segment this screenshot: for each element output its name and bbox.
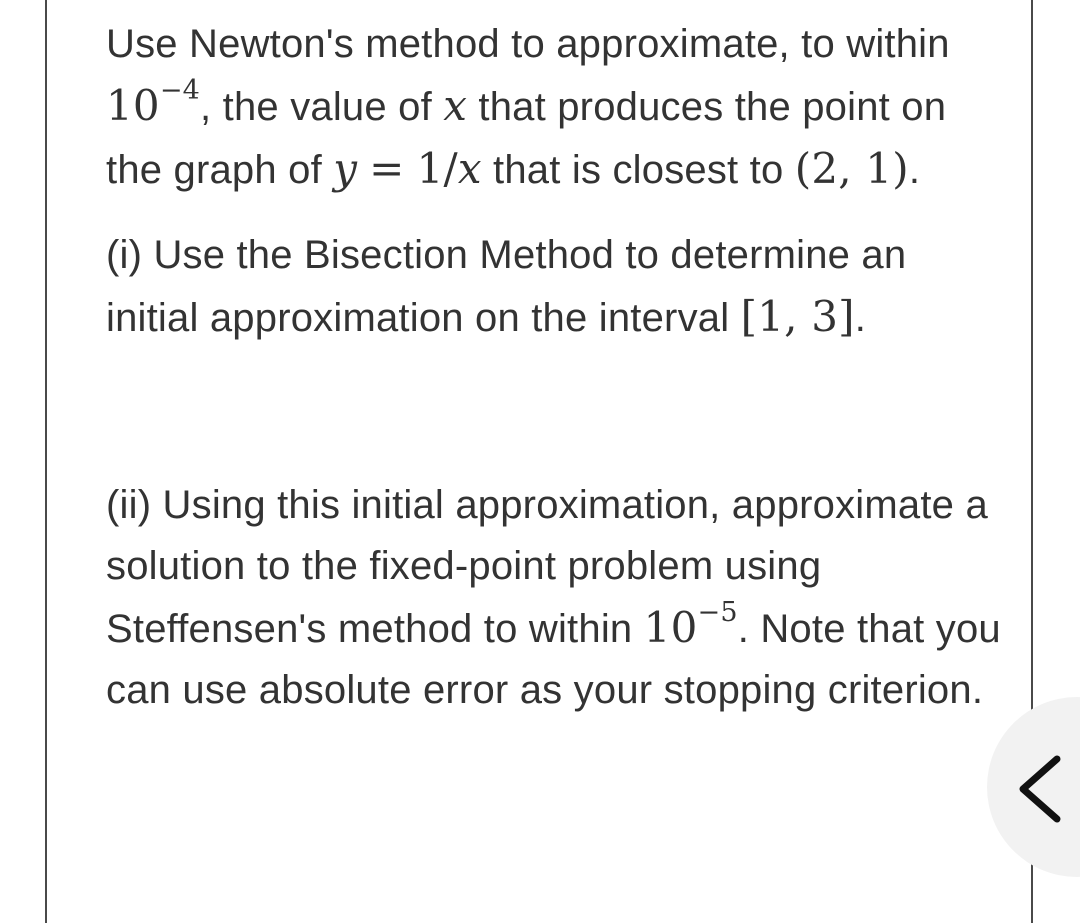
equation-rhs-var: x — [457, 144, 482, 193]
tolerance-base: 10 — [106, 81, 160, 130]
equation-math — [333, 144, 482, 193]
chevron-left-icon — [1015, 755, 1067, 823]
tolerance-math — [106, 75, 201, 130]
equation-rhs-num: 1/ — [416, 144, 458, 193]
part-ii-text-2: . Note that you can use absolute error as your stopping criterion. — [106, 607, 1001, 712]
intro-text-2: , the value of — [200, 85, 444, 129]
tolerance-exponent: −4 — [159, 75, 201, 106]
part-i-text-1: (i) Use the Bisection Method to determine an initial approximation on the interval — [106, 233, 907, 340]
variable-x: x — [443, 81, 468, 130]
back-button[interactable] — [987, 697, 1080, 877]
tolerance-exponent-2: −5 — [697, 597, 738, 628]
problem-statement — [106, 14, 1006, 201]
part-ii-text-1: (ii) Using this initial approximation, approximate a solution to the fixed-point problem using Steffensen's method to within — [106, 483, 988, 651]
interval-math: [1, 3] — [740, 292, 855, 341]
part-i-text-2: . — [854, 296, 867, 340]
question-body — [106, 14, 1006, 721]
tolerance-math-2 — [643, 597, 738, 652]
intro-text-4: that is closest to — [481, 148, 795, 192]
part-i — [106, 225, 1006, 349]
frame-left-border — [45, 0, 47, 923]
intro-text-5: . — [908, 148, 921, 192]
equation-lhs: y — [333, 144, 358, 193]
equation-operator: = — [369, 144, 405, 193]
part-ii — [106, 475, 1006, 721]
intro-text-1: Use Newton's method to approximate, to within — [106, 22, 950, 66]
tolerance-base-2: 10 — [643, 603, 698, 652]
point-math: (2, 1) — [794, 144, 909, 193]
intro-text-3: that produces the point on the graph of — [106, 85, 947, 192]
